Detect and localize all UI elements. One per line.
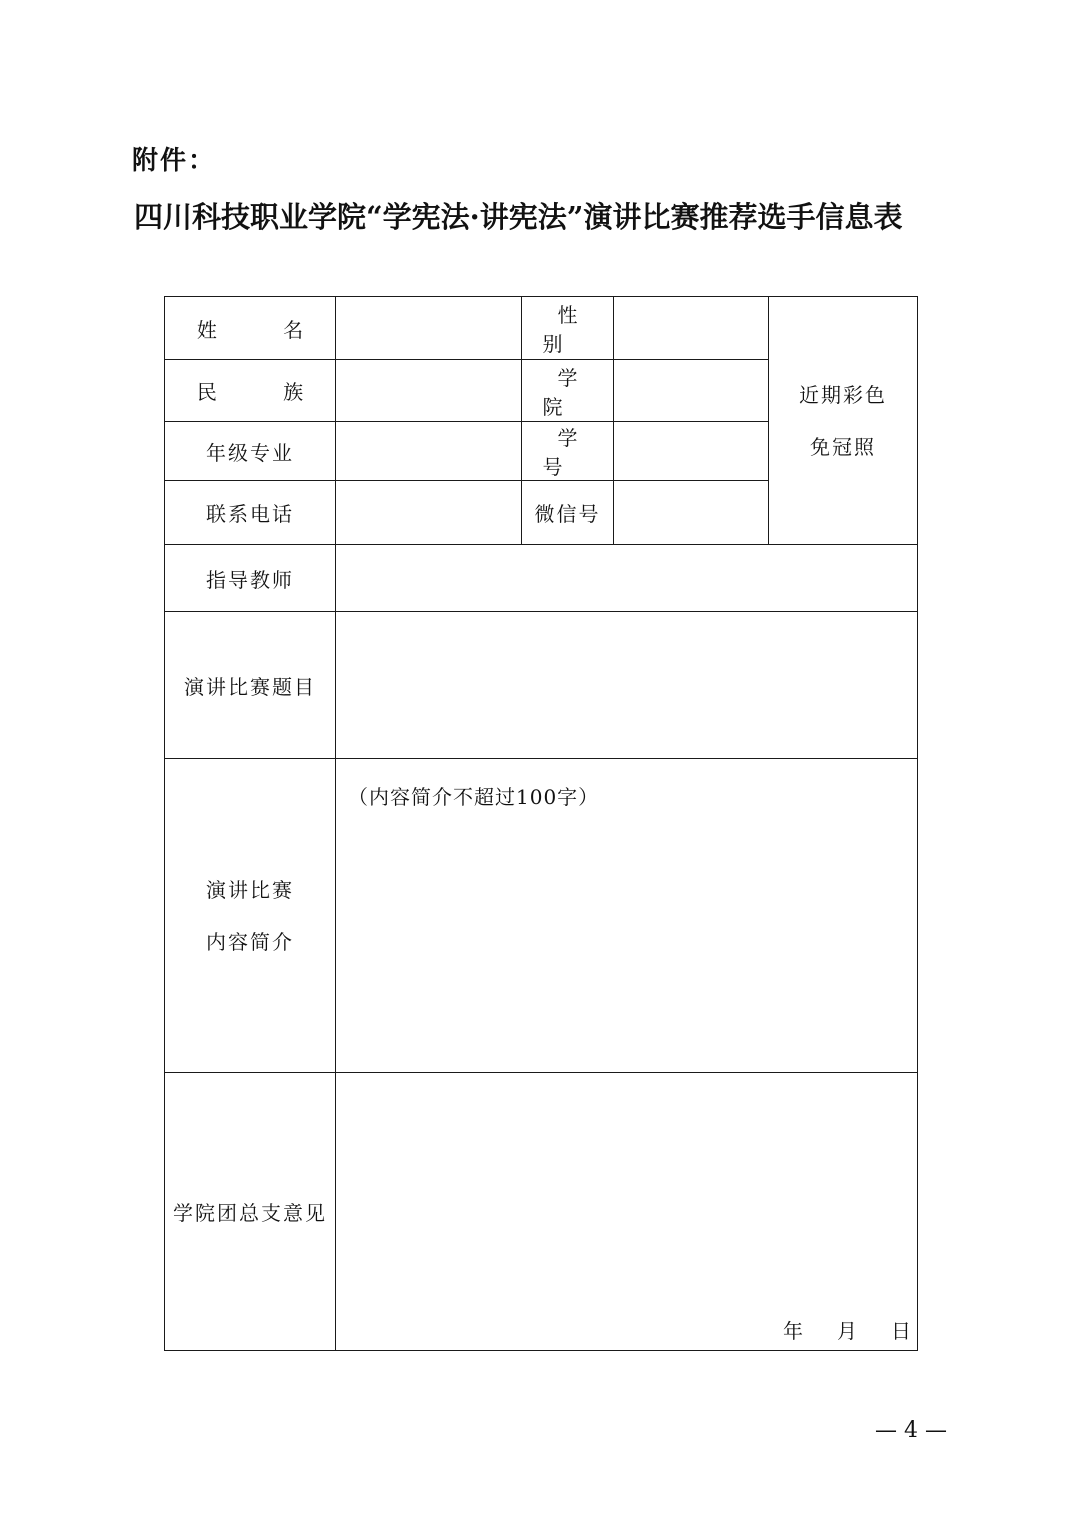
name-label-cell	[165, 297, 336, 360]
page-number: — 4 —	[875, 1418, 947, 1443]
grade-major-label-cell	[165, 422, 336, 481]
topic-value-cell[interactable]	[336, 612, 918, 759]
advisor-value-cell[interactable]	[336, 545, 918, 612]
wechat-value-cell[interactable]	[614, 481, 769, 545]
topic-label: 演讲比赛题目	[184, 674, 316, 699]
ethnicity-value-cell[interactable]	[336, 360, 522, 422]
form-row-opinion	[165, 1073, 918, 1351]
name-label: 姓 名	[196, 317, 334, 342]
date-year: 年	[783, 1319, 803, 1343]
summary-label-line2: 内容简介	[206, 929, 294, 954]
photo-label-line1: 近期彩色	[799, 382, 887, 407]
college-label-cell	[522, 360, 614, 422]
form-row-topic	[165, 612, 918, 759]
summary-hint: （内容简介不超过100字）	[348, 785, 600, 809]
recommendation-form-table	[164, 296, 918, 1351]
topic-label-cell	[165, 612, 336, 759]
student-id-label-cell	[522, 422, 614, 481]
summary-label-line1: 演讲比赛	[206, 877, 294, 902]
document-title: 四川科技职业学院“学宪法·讲宪法”演讲比赛推荐选手信息表	[134, 200, 903, 234]
summary-value-cell[interactable]	[336, 759, 918, 1073]
signature-date	[783, 1315, 911, 1344]
student-id-label: 学 号	[542, 426, 608, 479]
phone-value-cell[interactable]	[336, 481, 522, 545]
grade-major-label: 年级专业	[206, 440, 294, 465]
wechat-label-cell	[522, 481, 614, 545]
gender-value-cell[interactable]	[614, 297, 769, 360]
date-day: 日	[891, 1319, 911, 1343]
name-value-cell[interactable]	[336, 297, 522, 360]
photo-cell[interactable]	[769, 297, 918, 545]
photo-label-line2: 免冠照	[810, 434, 876, 459]
summary-label-cell	[165, 759, 336, 1073]
gender-label: 性 别	[542, 303, 608, 356]
phone-label-cell	[165, 481, 336, 545]
opinion-value-cell[interactable]	[336, 1073, 918, 1351]
date-month: 月	[837, 1319, 857, 1343]
form-row-summary	[165, 759, 918, 1073]
form-row-name	[165, 297, 918, 360]
wechat-label: 微信号	[534, 502, 601, 526]
student-id-value-cell[interactable]	[614, 422, 769, 481]
college-label: 学 院	[542, 365, 608, 419]
opinion-label-cell	[165, 1073, 336, 1351]
college-value-cell[interactable]	[614, 360, 769, 422]
attachment-label: 附件：	[132, 146, 217, 176]
phone-label: 联系电话	[206, 502, 294, 526]
ethnicity-label: 民 族	[196, 380, 334, 404]
gender-label-cell	[522, 297, 614, 360]
advisor-label: 指导教师	[206, 567, 294, 592]
opinion-label: 学院团总支意见	[173, 1201, 327, 1225]
advisor-label-cell	[165, 545, 336, 612]
form-row-advisor	[165, 545, 918, 612]
ethnicity-label-cell	[165, 360, 336, 422]
grade-major-value-cell[interactable]	[336, 422, 522, 481]
